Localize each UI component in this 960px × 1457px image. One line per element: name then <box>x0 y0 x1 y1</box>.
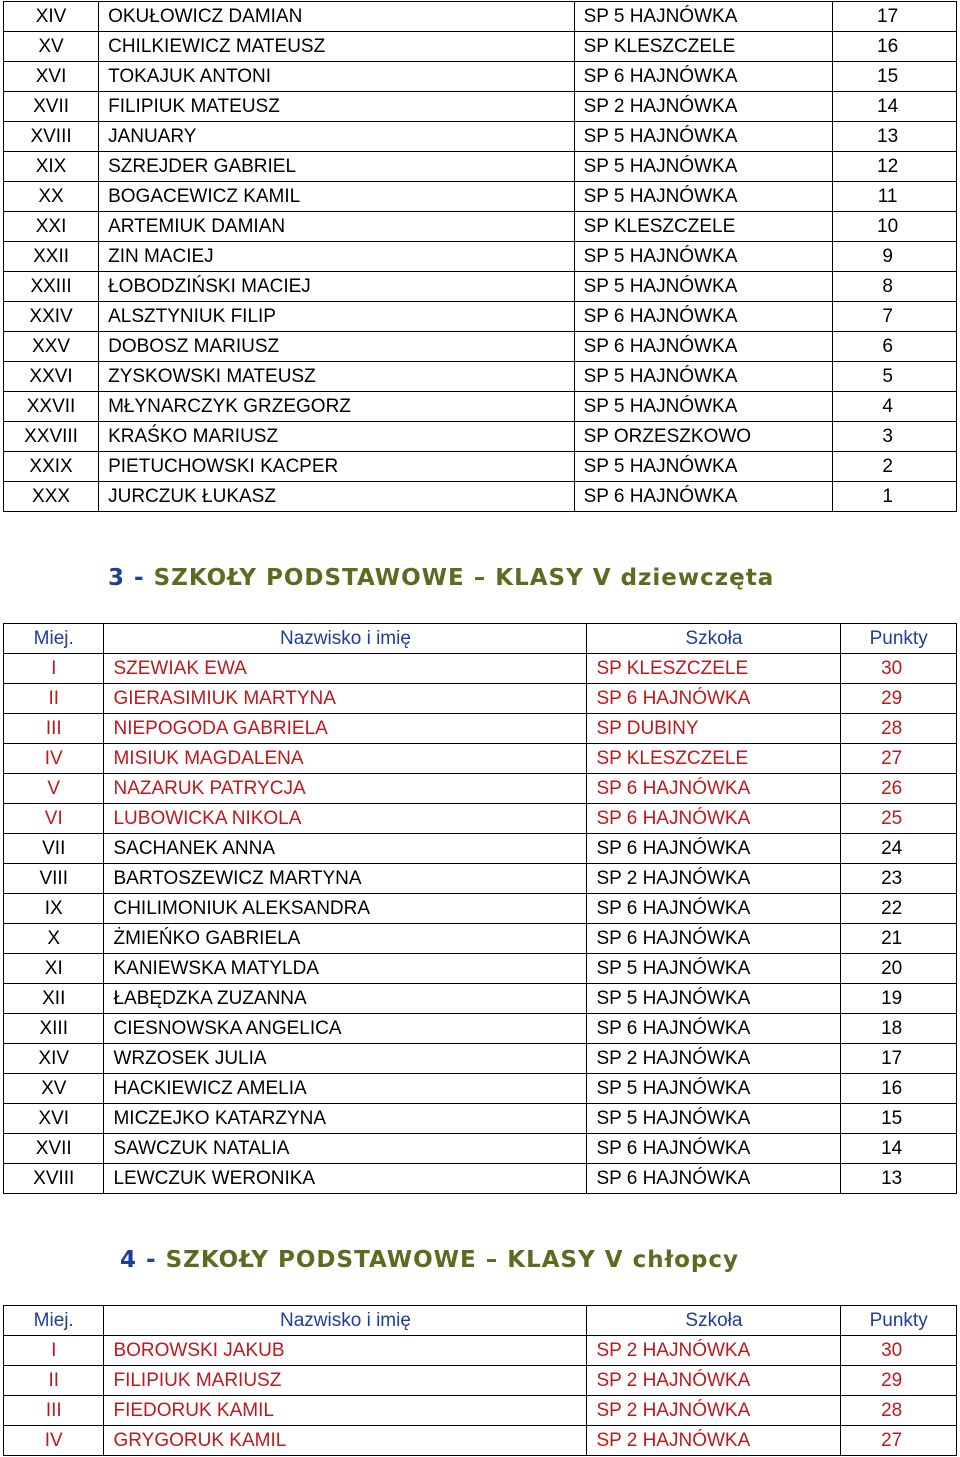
name-cell: BARTOSZEWICZ MARTYNA <box>104 864 587 894</box>
points-cell: 14 <box>841 1134 957 1164</box>
place-cell: II <box>4 1366 104 1396</box>
table-row <box>4 122 957 152</box>
place-cell: XVII <box>4 92 99 122</box>
school-cell: SP 6 HAJNÓWKA <box>587 834 841 864</box>
section-heading-girls-v <box>108 565 960 601</box>
name-cell: CHILIMONIUK ALEKSANDRA <box>104 894 587 924</box>
name-cell: JURCZUK ŁUKASZ <box>99 482 574 512</box>
school-cell: SP 6 HAJNÓWKA <box>574 62 833 92</box>
points-cell: 20 <box>841 954 957 984</box>
school-cell: SP 5 HAJNÓWKA <box>574 392 833 422</box>
school-cell: SP 5 HAJNÓWKA <box>574 362 833 392</box>
name-cell: GRYGORUK KAMIL <box>104 1426 587 1456</box>
table-row <box>4 1044 957 1074</box>
school-cell: SP 5 HAJNÓWKA <box>587 1074 841 1104</box>
points-cell: 13 <box>841 1164 957 1194</box>
place-cell: I <box>4 1336 104 1366</box>
points-cell: 5 <box>833 362 957 392</box>
name-cell: FIEDORUK KAMIL <box>104 1396 587 1426</box>
table-row <box>4 714 957 744</box>
name-cell: CIESNOWSKA ANGELICA <box>104 1014 587 1044</box>
table-row <box>4 1164 957 1194</box>
points-cell: 8 <box>833 272 957 302</box>
school-cell: SP 5 HAJNÓWKA <box>574 152 833 182</box>
place-cell: XXVIII <box>4 422 99 452</box>
school-cell: SP 5 HAJNÓWKA <box>587 954 841 984</box>
table-row <box>4 2 957 32</box>
points-cell: 30 <box>841 654 957 684</box>
table-row <box>4 1396 957 1426</box>
place-cell: IV <box>4 744 104 774</box>
name-cell: CHILKIEWICZ MATEUSZ <box>99 32 574 62</box>
place-cell: XXVI <box>4 362 99 392</box>
table-row <box>4 362 957 392</box>
school-cell: SP 6 HAJNÓWKA <box>587 684 841 714</box>
place-cell: XVI <box>4 1104 104 1134</box>
points-cell: 9 <box>833 242 957 272</box>
place-cell: XIV <box>4 1044 104 1074</box>
name-cell: HACKIEWICZ AMELIA <box>104 1074 587 1104</box>
table-row <box>4 332 957 362</box>
name-cell: NAZARUK PATRYCJA <box>104 774 587 804</box>
points-cell: 27 <box>841 1426 957 1456</box>
section-heading-boys-v <box>120 1247 960 1283</box>
column-header: Szkoła <box>587 624 841 654</box>
table-row <box>4 1134 957 1164</box>
school-cell: SP 6 HAJNÓWKA <box>587 804 841 834</box>
column-header: Nazwisko i imię <box>104 624 587 654</box>
table-row <box>4 834 957 864</box>
points-cell: 7 <box>833 302 957 332</box>
place-cell: XIV <box>4 2 99 32</box>
place-cell: XV <box>4 1074 104 1104</box>
name-cell: LEWCZUK WERONIKA <box>104 1164 587 1194</box>
points-cell: 15 <box>841 1104 957 1134</box>
name-cell: TOKAJUK ANTONI <box>99 62 574 92</box>
section-number: 4 - <box>120 1247 157 1273</box>
place-cell: XIX <box>4 152 99 182</box>
section-title: SZKOŁY PODSTAWOWE – KLASY V dziewczęta <box>153 565 775 591</box>
school-cell: SP 2 HAJNÓWKA <box>587 1044 841 1074</box>
name-cell: SZEWIAK EWA <box>104 654 587 684</box>
results-table-boys-iv-continued <box>3 1 957 512</box>
place-cell: IV <box>4 1426 104 1456</box>
table-row <box>4 1366 957 1396</box>
place-cell: X <box>4 924 104 954</box>
points-cell: 3 <box>833 422 957 452</box>
school-cell: SP 6 HAJNÓWKA <box>587 894 841 924</box>
school-cell: SP 2 HAJNÓWKA <box>574 92 833 122</box>
school-cell: SP DUBINY <box>587 714 841 744</box>
name-cell: FILIPIUK MARIUSZ <box>104 1366 587 1396</box>
table-row <box>4 482 957 512</box>
name-cell: BOROWSKI JAKUB <box>104 1336 587 1366</box>
table-header-row <box>4 1306 957 1336</box>
table-row <box>4 864 957 894</box>
points-cell: 22 <box>841 894 957 924</box>
place-cell: XVIII <box>4 1164 104 1194</box>
name-cell: NIEPOGODA GABRIELA <box>104 714 587 744</box>
school-cell: SP KLESZCZELE <box>587 744 841 774</box>
table-row <box>4 152 957 182</box>
school-cell: SP 5 HAJNÓWKA <box>587 1104 841 1134</box>
name-cell: SZREJDER GABRIEL <box>99 152 574 182</box>
points-cell: 27 <box>841 744 957 774</box>
school-cell: SP 6 HAJNÓWKA <box>587 774 841 804</box>
points-cell: 18 <box>841 1014 957 1044</box>
name-cell: PIETUCHOWSKI KACPER <box>99 452 574 482</box>
name-cell: ZIN MACIEJ <box>99 242 574 272</box>
school-cell: SP 2 HAJNÓWKA <box>587 864 841 894</box>
name-cell: KRAŚKO MARIUSZ <box>99 422 574 452</box>
table-row <box>4 62 957 92</box>
points-cell: 30 <box>841 1336 957 1366</box>
name-cell: DOBOSZ MARIUSZ <box>99 332 574 362</box>
table-row <box>4 452 957 482</box>
place-cell: II <box>4 684 104 714</box>
place-cell: XX <box>4 182 99 212</box>
school-cell: SP 5 HAJNÓWKA <box>574 452 833 482</box>
points-cell: 28 <box>841 714 957 744</box>
table-row <box>4 212 957 242</box>
place-cell: XI <box>4 954 104 984</box>
place-cell: V <box>4 774 104 804</box>
name-cell: SACHANEK ANNA <box>104 834 587 864</box>
school-cell: SP 2 HAJNÓWKA <box>587 1426 841 1456</box>
name-cell: ALSZTYNIUK FILIP <box>99 302 574 332</box>
points-cell: 17 <box>833 2 957 32</box>
table-row <box>4 744 957 774</box>
place-cell: III <box>4 714 104 744</box>
school-cell: SP KLESZCZELE <box>574 212 833 242</box>
school-cell: SP 5 HAJNÓWKA <box>574 182 833 212</box>
name-cell: MICZEJKO KATARZYNA <box>104 1104 587 1134</box>
table-row <box>4 1074 957 1104</box>
table-row <box>4 422 957 452</box>
table-row <box>4 1426 957 1456</box>
results-table-girls-v <box>3 623 957 1194</box>
name-cell: MISIUK MAGDALENA <box>104 744 587 774</box>
place-cell: VI <box>4 804 104 834</box>
table-row <box>4 182 957 212</box>
table-row <box>4 32 957 62</box>
points-cell: 6 <box>833 332 957 362</box>
table-row <box>4 92 957 122</box>
school-cell: SP KLESZCZELE <box>574 32 833 62</box>
table-row <box>4 804 957 834</box>
table-header-row <box>4 624 957 654</box>
name-cell: LUBOWICKA NIKOLA <box>104 804 587 834</box>
place-cell: XVIII <box>4 122 99 152</box>
name-cell: ZYSKOWSKI MATEUSZ <box>99 362 574 392</box>
column-header: Punkty <box>841 1306 957 1336</box>
school-cell: SP 6 HAJNÓWKA <box>587 1164 841 1194</box>
name-cell: OKUŁOWICZ DAMIAN <box>99 2 574 32</box>
name-cell: FILIPIUK MATEUSZ <box>99 92 574 122</box>
school-cell: SP 5 HAJNÓWKA <box>574 122 833 152</box>
name-cell: WRZOSEK JULIA <box>104 1044 587 1074</box>
school-cell: SP KLESZCZELE <box>587 654 841 684</box>
table-row <box>4 654 957 684</box>
points-cell: 1 <box>833 482 957 512</box>
points-cell: 29 <box>841 1366 957 1396</box>
points-cell: 10 <box>833 212 957 242</box>
points-cell: 21 <box>841 924 957 954</box>
table-row <box>4 272 957 302</box>
points-cell: 26 <box>841 774 957 804</box>
place-cell: XXIV <box>4 302 99 332</box>
column-header: Punkty <box>841 624 957 654</box>
table-row <box>4 954 957 984</box>
points-cell: 25 <box>841 804 957 834</box>
table-row <box>4 684 957 714</box>
place-cell: XV <box>4 32 99 62</box>
points-cell: 17 <box>841 1044 957 1074</box>
place-cell: XVII <box>4 1134 104 1164</box>
place-cell: VIII <box>4 864 104 894</box>
table-row <box>4 1104 957 1134</box>
section-title: SZKOŁY PODSTAWOWE – KLASY V chłopcy <box>165 1247 740 1273</box>
table-row <box>4 984 957 1014</box>
school-cell: SP 6 HAJNÓWKA <box>574 482 833 512</box>
points-cell: 29 <box>841 684 957 714</box>
points-cell: 14 <box>833 92 957 122</box>
school-cell: SP 5 HAJNÓWKA <box>587 984 841 1014</box>
name-cell: KANIEWSKA MATYLDA <box>104 954 587 984</box>
name-cell: ŻMIEŃKO GABRIELA <box>104 924 587 954</box>
place-cell: IX <box>4 894 104 924</box>
name-cell: BOGACEWICZ KAMIL <box>99 182 574 212</box>
points-cell: 11 <box>833 182 957 212</box>
school-cell: SP ORZESZKOWO <box>574 422 833 452</box>
table-row <box>4 242 957 272</box>
table-row <box>4 1336 957 1366</box>
column-header: Szkoła <box>587 1306 841 1336</box>
table-row <box>4 392 957 422</box>
table-row <box>4 774 957 804</box>
place-cell: I <box>4 654 104 684</box>
school-cell: SP 6 HAJNÓWKA <box>587 1134 841 1164</box>
school-cell: SP 5 HAJNÓWKA <box>574 2 833 32</box>
place-cell: XXIII <box>4 272 99 302</box>
points-cell: 13 <box>833 122 957 152</box>
place-cell: XXV <box>4 332 99 362</box>
school-cell: SP 5 HAJNÓWKA <box>574 272 833 302</box>
place-cell: XXI <box>4 212 99 242</box>
points-cell: 19 <box>841 984 957 1014</box>
points-cell: 2 <box>833 452 957 482</box>
name-cell: ARTEMIUK DAMIAN <box>99 212 574 242</box>
table-row <box>4 894 957 924</box>
name-cell: SAWCZUK NATALIA <box>104 1134 587 1164</box>
table-row <box>4 1014 957 1044</box>
points-cell: 28 <box>841 1396 957 1426</box>
points-cell: 15 <box>833 62 957 92</box>
points-cell: 16 <box>841 1074 957 1104</box>
column-header: Miej. <box>4 1306 104 1336</box>
table-row <box>4 302 957 332</box>
school-cell: SP 2 HAJNÓWKA <box>587 1366 841 1396</box>
school-cell: SP 2 HAJNÓWKA <box>587 1396 841 1426</box>
school-cell: SP 2 HAJNÓWKA <box>587 1336 841 1366</box>
name-cell: GIERASIMIUK MARTYNA <box>104 684 587 714</box>
section-number: 3 - <box>108 565 145 591</box>
results-table-boys-v <box>3 1305 957 1456</box>
name-cell: MŁYNARCZYK GRZEGORZ <box>99 392 574 422</box>
points-cell: 4 <box>833 392 957 422</box>
place-cell: XVI <box>4 62 99 92</box>
name-cell: ŁOBODZIŃSKI MACIEJ <box>99 272 574 302</box>
name-cell: JANUARY <box>99 122 574 152</box>
points-cell: 16 <box>833 32 957 62</box>
place-cell: XXX <box>4 482 99 512</box>
table-row <box>4 924 957 954</box>
column-header: Nazwisko i imię <box>104 1306 587 1336</box>
place-cell: XXII <box>4 242 99 272</box>
place-cell: XXVII <box>4 392 99 422</box>
school-cell: SP 6 HAJNÓWKA <box>574 302 833 332</box>
points-cell: 24 <box>841 834 957 864</box>
school-cell: SP 6 HAJNÓWKA <box>574 332 833 362</box>
school-cell: SP 6 HAJNÓWKA <box>587 924 841 954</box>
place-cell: VII <box>4 834 104 864</box>
points-cell: 12 <box>833 152 957 182</box>
school-cell: SP 5 HAJNÓWKA <box>574 242 833 272</box>
points-cell: 23 <box>841 864 957 894</box>
column-header: Miej. <box>4 624 104 654</box>
name-cell: ŁABĘDZKA ZUZANNA <box>104 984 587 1014</box>
place-cell: III <box>4 1396 104 1426</box>
place-cell: XIII <box>4 1014 104 1044</box>
place-cell: XII <box>4 984 104 1014</box>
place-cell: XXIX <box>4 452 99 482</box>
school-cell: SP 6 HAJNÓWKA <box>587 1014 841 1044</box>
